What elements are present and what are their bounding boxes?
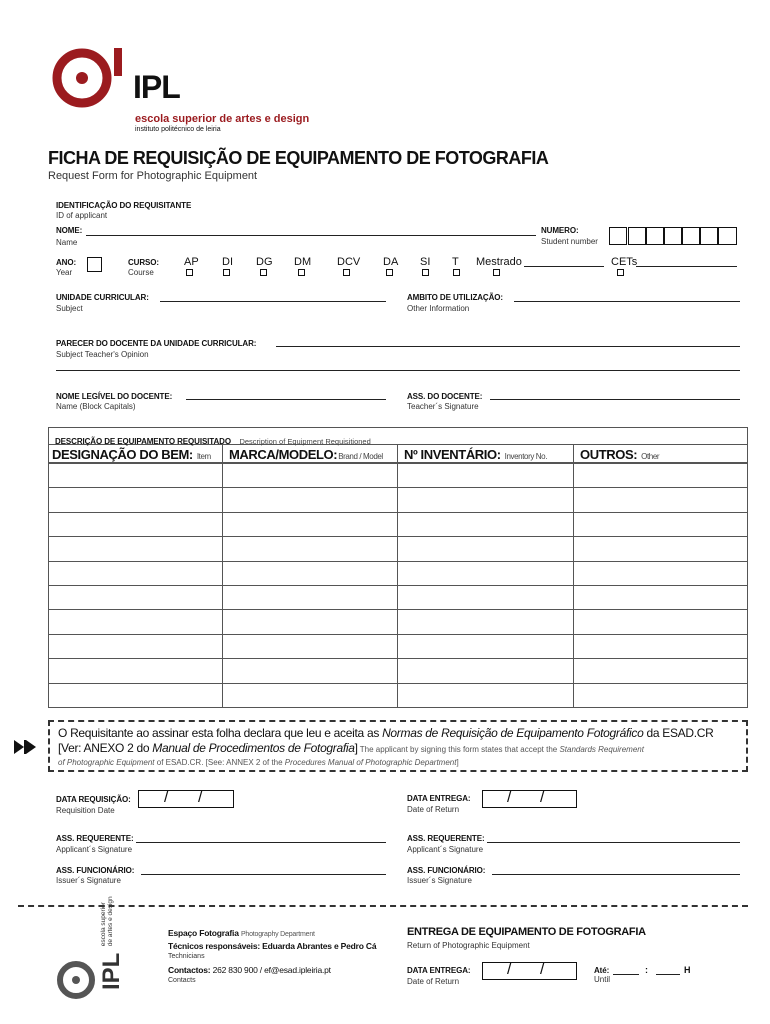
double-arrow-icon (14, 740, 36, 754)
equipment-table (48, 463, 748, 708)
req-date-slash-1: / (164, 789, 169, 806)
item-cell[interactable] (49, 537, 223, 561)
ipl-logo-icon (52, 46, 128, 110)
page-title: FICHA DE REQUISIÇÃO DE EQUIPAMENTO DE FOTOGRAFIA (48, 148, 549, 168)
item-cell[interactable] (49, 585, 223, 609)
logo-text: IPL (133, 69, 180, 105)
issuer-sign-field-2[interactable] (492, 874, 740, 875)
brand-cell[interactable] (223, 561, 398, 585)
footer-vertical-ipl: IPL (98, 952, 125, 990)
cut-line (18, 905, 748, 907)
col-header-brand: MARCA/MODELO:Brand / Model (229, 447, 383, 462)
other-cell[interactable] (574, 537, 748, 561)
other-cell[interactable] (574, 512, 748, 536)
declaration-en: of Photographic Equipment of ESAD.CR. [See: ANNEX 2 of the Procedures Manual of Photographic Department] (58, 758, 459, 767)
year-sub: Year (56, 268, 73, 277)
teacher-sign-sub: Teacher´s Signature (407, 402, 479, 411)
col-header-inventory: Nº INVENTÁRIO: Inventory No. (404, 447, 548, 462)
year-label: ANO: (56, 258, 77, 267)
checkbox-t[interactable] (453, 269, 460, 276)
footer-date-box[interactable] (482, 962, 577, 980)
course-dg: DG (256, 256, 273, 268)
table-row (49, 659, 748, 683)
equipment-section-header (48, 427, 748, 445)
footer-techs: Técnicos responsáveis: Eduarda Abrantes e Pedro Cá (168, 941, 377, 951)
course-sub: Course (128, 268, 154, 277)
inventory-cell[interactable] (398, 512, 574, 536)
until-sub: Until (594, 975, 611, 984)
applicant-sign-sub: Applicant´s Signature (56, 845, 133, 854)
brand-cell[interactable] (223, 585, 398, 609)
checkbox-dg[interactable] (260, 269, 267, 276)
issuer-sign-sub: Issuer´s Signature (56, 876, 121, 885)
brand-cell[interactable] (223, 537, 398, 561)
table-row (49, 634, 748, 658)
brand-cell[interactable] (223, 659, 398, 683)
teacher-name-sub: Name (Block Capitals) (56, 402, 136, 411)
return-sub: Return of Photographic Equipment (407, 941, 530, 950)
teacher-sign-label: ASS. DO DOCENTE: (407, 392, 483, 401)
declaration-line2: [Ver: ANEXO 2 do Manual de Procedimentos de Fotografia] The applicant by signing this form states that accept the Standards Requirement (58, 741, 644, 755)
brand-cell[interactable] (223, 464, 398, 488)
other-cell[interactable] (574, 585, 748, 609)
other-cell[interactable] (574, 634, 748, 658)
inventory-cell[interactable] (398, 634, 574, 658)
item-cell[interactable] (49, 561, 223, 585)
course-da: DA (383, 256, 399, 268)
opinion-sub: Subject Teacher's Opinion (56, 350, 149, 359)
brand-cell[interactable] (223, 610, 398, 634)
item-cell[interactable] (49, 512, 223, 536)
school-name: escola superior de artes e design (135, 113, 310, 125)
item-cell[interactable] (49, 634, 223, 658)
applicant-sign-field[interactable] (136, 842, 386, 843)
brand-cell[interactable] (223, 512, 398, 536)
inventory-cell[interactable] (398, 464, 574, 488)
table-row (49, 610, 748, 634)
mestrado-field[interactable] (524, 266, 604, 267)
issuer-sign-field[interactable] (141, 874, 386, 875)
course-dm: DM (294, 256, 312, 268)
footer-vertical-logo (100, 895, 124, 990)
equipment-section-title: DESCRIÇÃO DE EQUIPAMENTO REQUISITADO (55, 437, 231, 446)
number-label: NUMERO: (541, 226, 579, 235)
year-box[interactable] (87, 257, 102, 272)
ret-date-sub: Date of Return (407, 805, 460, 814)
course-cets: CETs (611, 256, 638, 268)
until-minute-field[interactable] (656, 974, 680, 975)
course-di: DI (222, 256, 233, 268)
footer-techs-en: Technicians (168, 953, 205, 960)
inventory-cell[interactable] (398, 585, 574, 609)
checkbox-mestrado[interactable] (493, 269, 500, 276)
checkbox-di[interactable] (223, 269, 230, 276)
inventory-cell[interactable] (398, 610, 574, 634)
page-subtitle: Request Form for Photographic Equipment (48, 170, 258, 182)
applicant-sign-sub-2: Applicant´s Signature (407, 845, 484, 854)
req-date-label: DATA REQUISIÇÃO: (56, 795, 131, 804)
item-cell[interactable] (49, 683, 223, 707)
footer-date-sub: Date of Return (407, 977, 460, 986)
applicant-sign-label: ASS. REQUERENTE: (56, 834, 134, 843)
name-field[interactable] (86, 235, 536, 236)
institute-name: instituto politécnico de leiria (135, 126, 221, 133)
course-ap: AP (184, 256, 199, 268)
table-row (49, 537, 748, 561)
course-mestrado: Mestrado (476, 256, 522, 268)
applicant-section-title: IDENTIFICAÇÃO DO REQUISITANTE (56, 201, 192, 210)
course-label: CURSO: (128, 258, 159, 267)
until-h: H (684, 965, 691, 975)
req-date-sub: Requisition Date (56, 806, 115, 815)
opinion-field[interactable] (276, 346, 740, 347)
course-dcv: DCV (337, 256, 361, 268)
brand-cell[interactable] (223, 634, 398, 658)
other-cell[interactable] (574, 610, 748, 634)
checkbox-dcv[interactable] (343, 269, 350, 276)
item-cell[interactable] (49, 488, 223, 512)
brand-cell[interactable] (223, 683, 398, 707)
teacher-sign-field[interactable] (490, 399, 740, 400)
opinion-label: PARECER DO DOCENTE DA UNIDADE CURRICULAR: (56, 339, 257, 348)
teacher-name-field[interactable] (186, 399, 386, 400)
brand-cell[interactable] (223, 488, 398, 512)
ret-date-slash-1: / (507, 789, 512, 806)
other-cell[interactable] (574, 659, 748, 683)
col-header-other: OUTROS: Other (580, 447, 660, 462)
applicant-sign-label-2: ASS. REQUERENTE: (407, 834, 485, 843)
inventory-cell[interactable] (398, 537, 574, 561)
return-title: ENTREGA DE EQUIPAMENTO DE FOTOGRAFIA (407, 926, 646, 938)
other-cell[interactable] (574, 561, 748, 585)
issuer-sign-label: ASS. FUNCIONÁRIO: (56, 866, 135, 875)
course-t: T (452, 256, 459, 268)
inventory-cell[interactable] (398, 488, 574, 512)
course-si: SI (420, 256, 431, 268)
footer-logo-icon (56, 958, 100, 1002)
col-header-item: DESIGNAÇÃO DO BEM: Item (52, 447, 211, 462)
opinion-field-2[interactable] (56, 370, 740, 371)
until-label: Até: (594, 966, 610, 975)
ret-date-box[interactable] (482, 790, 577, 808)
checkbox-da[interactable] (386, 269, 393, 276)
footer-contacts: Contactos: 262 830 900 / ef@esad.ipleiria.pt (168, 965, 331, 975)
footer-date-slash-1: / (507, 961, 512, 978)
item-cell[interactable] (49, 464, 223, 488)
uc-field[interactable] (160, 301, 386, 302)
scope-label: AMBITO DE UTILIZAÇÃO: (407, 293, 503, 302)
ret-date-slash-2: / (540, 789, 545, 806)
scope-sub: Other Information (407, 304, 470, 313)
declaration-box (48, 720, 748, 772)
applicant-section-sub: ID of applicant (56, 211, 108, 220)
req-date-slash-2: / (198, 789, 203, 806)
scope-field[interactable] (514, 301, 740, 302)
until-colon: : (645, 965, 648, 975)
table-row (49, 488, 748, 512)
footer-date-label: DATA ENTREGA: (407, 966, 471, 975)
item-cell[interactable] (49, 659, 223, 683)
until-hour-field[interactable] (613, 974, 639, 975)
table-row (49, 464, 748, 488)
checkbox-si[interactable] (422, 269, 429, 276)
inventory-cell[interactable] (398, 659, 574, 683)
checkbox-dm[interactable] (298, 269, 305, 276)
other-cell[interactable] (574, 488, 748, 512)
other-cell[interactable] (574, 464, 748, 488)
footer-contacts-en: Contacts (168, 977, 196, 984)
applicant-sign-field-2[interactable] (487, 842, 740, 843)
checkbox-cets[interactable] (617, 269, 624, 276)
issuer-sign-label-2: ASS. FUNCIONÁRIO: (407, 866, 486, 875)
name-label: NOME: (56, 226, 83, 235)
footer-date-slash-2: / (540, 961, 545, 978)
uc-label: UNIDADE CURRICULAR: (56, 293, 149, 302)
inventory-cell[interactable] (398, 683, 574, 707)
checkbox-ap[interactable] (186, 269, 193, 276)
equipment-section-sub: Description of Equipment Requisitioned (239, 437, 371, 446)
table-row (49, 683, 748, 707)
number-sub: Student number (541, 237, 598, 246)
footer-vertical-school: escola superior de artes e design (100, 896, 114, 947)
table-row (49, 561, 748, 585)
teacher-name-label: NOME LEGÍVEL DO DOCENTE: (56, 392, 173, 401)
table-row (49, 512, 748, 536)
other-cell[interactable] (574, 683, 748, 707)
cets-field[interactable] (636, 266, 737, 267)
issuer-sign-sub-2: Issuer´s Signature (407, 876, 472, 885)
inventory-cell[interactable] (398, 561, 574, 585)
item-cell[interactable] (49, 610, 223, 634)
footer-dept: Espaço Fotografia Photography Department (168, 928, 315, 938)
uc-sub: Subject (56, 304, 83, 313)
table-row (49, 585, 748, 609)
req-date-box[interactable] (138, 790, 234, 808)
ret-date-label: DATA ENTREGA: (407, 794, 471, 803)
name-sub: Name (56, 238, 78, 247)
declaration-pt: O Requisitante ao assinar esta folha declara que leu e aceita as Normas de Requisição de Equipamento Fotográfico da ESAD.CR (58, 726, 714, 740)
